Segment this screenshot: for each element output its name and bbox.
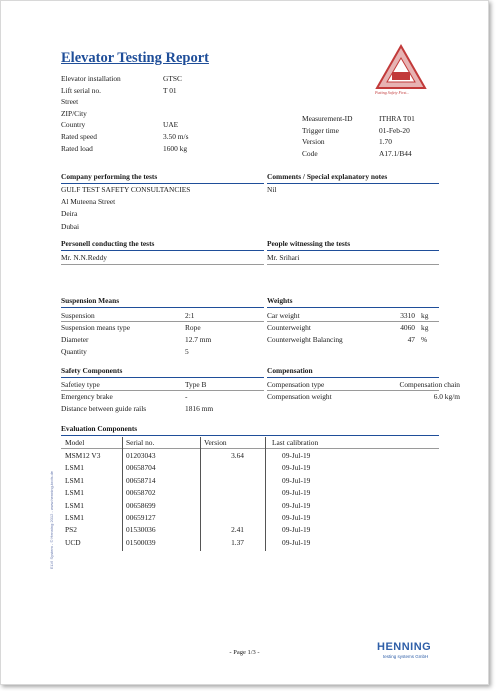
henning-logo: HENNING — [377, 641, 432, 653]
evaluation-calibration: 09-Jul-19 — [282, 537, 311, 547]
measurement-label: Version — [302, 137, 325, 147]
company-rule — [61, 183, 264, 184]
installation-label: Rated speed — [61, 132, 97, 141]
witness-underline — [267, 264, 439, 265]
evaluation-calibration: 09-Jul-19 — [282, 463, 311, 473]
suspension-label: Suspension — [61, 311, 95, 320]
installation-label: Country — [61, 120, 86, 130]
evaluation-calibration: 09-Jul-19 — [282, 500, 311, 510]
installation-value: 1600 kg — [163, 143, 188, 153]
installation-label: Elevator installation — [61, 74, 121, 83]
company-heading: Company performing the tests — [61, 172, 158, 181]
evaluation-serial: 00658699 — [126, 500, 156, 510]
installation-label: ZIP/City — [61, 108, 87, 118]
evaluation-serial: 01203043 — [126, 451, 156, 460]
weights-value: 47 — [407, 335, 415, 344]
comments-rule — [267, 183, 439, 184]
weights-unit: kg — [421, 323, 429, 332]
safety-underline — [61, 390, 264, 391]
evaluation-calibration: 09-Jul-19 — [282, 525, 311, 535]
measurement-value: 1.70 — [379, 137, 392, 147]
personnel-name: Mr. N.N.Reddy — [61, 253, 107, 262]
suspension-label: Quantity — [61, 347, 87, 356]
evaluation-column-divider — [265, 437, 266, 551]
company-line: Deira — [61, 209, 78, 219]
report-title: Elevator Testing Report — [61, 50, 209, 66]
compensation-value: 6.0 kg/m — [433, 392, 460, 401]
safety-value: Type B — [185, 380, 207, 389]
evaluation-serial: 00659127 — [126, 513, 156, 522]
evaluation-header-underline — [61, 448, 439, 449]
weights-label: Car weight — [267, 311, 300, 320]
personnel-underline — [61, 264, 264, 265]
installation-label: Lift serial no. — [61, 85, 102, 95]
installation-value: UAE — [163, 120, 179, 130]
evaluation-model: LSM1 — [65, 500, 84, 510]
safety-value: 1816 mm — [185, 404, 214, 413]
evaluation-column-divider — [200, 437, 201, 551]
witnesses-heading: People witnessing the tests — [267, 239, 351, 248]
weights-underline — [267, 321, 439, 322]
compensation-heading: Compensation — [267, 366, 313, 375]
evaluation-serial: 00658702 — [126, 488, 156, 498]
company-line: GULF TEST SAFETY CONSULTANCIES — [61, 185, 191, 194]
evaluation-serial: 01530036 — [126, 525, 156, 535]
weights-label: Counterweight — [267, 323, 311, 332]
evaluation-column-divider — [122, 437, 123, 551]
compensation-rule — [267, 377, 439, 378]
page-number: - Page 1/3 - — [229, 649, 260, 656]
evaluation-model: PS2 — [65, 525, 77, 535]
company-line: Al Muteena Street — [61, 197, 116, 207]
evaluation-column-header: Serial no. — [126, 438, 155, 447]
safety-heading: Safety Components — [61, 366, 123, 375]
evaluation-calibration: 09-Jul-19 — [282, 513, 311, 522]
measurement-label: Trigger time — [302, 125, 339, 135]
compensation-underline — [267, 390, 439, 391]
safety-label: Distance between guide rails — [61, 404, 147, 413]
suspension-value: Rope — [185, 323, 201, 332]
weights-unit: kg — [421, 311, 429, 320]
personnel-heading: Personell conducting the tests — [61, 239, 155, 248]
safety-rule — [61, 377, 264, 378]
measurement-label: Measurement-ID — [302, 114, 353, 123]
measurement-value: 01-Feb-20 — [379, 125, 410, 135]
installation-value: 3.50 m/s — [163, 132, 189, 141]
evaluation-model: UCD — [65, 537, 81, 547]
suspension-value: 12.7 mm — [185, 335, 212, 344]
evaluation-version: 2.41 — [231, 525, 244, 535]
company-line: Dubai — [61, 221, 80, 231]
comments-heading: Comments / Special explanatory notes — [267, 172, 388, 181]
suspension-label: Diameter — [61, 335, 89, 344]
weights-heading: Weights — [267, 296, 293, 305]
witnesses-rule — [267, 250, 439, 251]
measurement-label: Code — [302, 149, 318, 159]
evaluation-version: 1.37 — [231, 537, 244, 547]
installation-label: Street — [61, 97, 79, 107]
safety-label: Safetiey type — [61, 380, 100, 389]
personnel-rule — [61, 250, 264, 251]
weights-rule — [267, 307, 439, 308]
suspension-heading: Suspension Means — [61, 296, 120, 305]
weights-value: 4060 — [400, 323, 415, 332]
side-imprint: ELVI System - © Henning 2012 - www.henning-tools.de — [49, 470, 54, 569]
evaluation-model: LSM1 — [65, 475, 84, 485]
witness-name: Mr. Srihari — [267, 253, 300, 262]
suspension-underline — [61, 321, 264, 322]
suspension-rule — [61, 307, 264, 308]
evaluation-column-header: Last calibration — [272, 438, 319, 447]
evaluation-model: LSM1 — [65, 463, 84, 473]
evaluation-serial: 01500039 — [126, 537, 156, 547]
suspension-label: Suspension means type — [61, 323, 130, 332]
safety-value: - — [185, 392, 188, 401]
weights-unit: % — [421, 335, 428, 344]
suspension-value: 5 — [185, 347, 189, 356]
evaluation-column-header: Version — [204, 438, 227, 447]
evaluation-model: MSM12 V3 — [65, 451, 101, 460]
evaluation-serial: 00658714 — [126, 475, 156, 485]
compensation-value: Compensation chain — [399, 380, 460, 389]
evaluation-version: 3.64 — [231, 451, 244, 460]
compensation-label: Compensation type — [267, 380, 325, 389]
installation-label: Rated load — [61, 143, 93, 153]
evaluation-column-header: Model — [65, 438, 85, 447]
measurement-value: A17.1/B44 — [379, 149, 412, 159]
evaluation-calibration: 09-Jul-19 — [282, 475, 311, 485]
installation-value: T 01 — [163, 85, 177, 95]
evaluation-rule — [61, 435, 439, 436]
henning-subtitle: testing systems GmbH — [383, 654, 429, 659]
evaluation-model: LSM1 — [65, 513, 84, 522]
evaluation-calibration: 09-Jul-19 — [282, 488, 311, 498]
logo-tagline: Putting Safety First... — [375, 90, 410, 95]
weights-label: Counterweight Balancing — [267, 335, 343, 344]
evaluation-heading: Evaluation Components — [61, 424, 138, 433]
evaluation-model: LSM1 — [65, 488, 84, 498]
comments-text: Nil — [267, 185, 277, 194]
compensation-label: Compensation weight — [267, 392, 332, 401]
evaluation-calibration: 09-Jul-19 — [282, 451, 311, 460]
safety-label: Emergency brake — [61, 392, 113, 401]
installation-value: GTSC — [163, 74, 182, 83]
weights-value: 3310 — [400, 311, 415, 320]
measurement-value: ITHRA T01 — [379, 114, 415, 123]
suspension-value: 2:1 — [185, 311, 195, 320]
evaluation-serial: 00658704 — [126, 463, 156, 473]
